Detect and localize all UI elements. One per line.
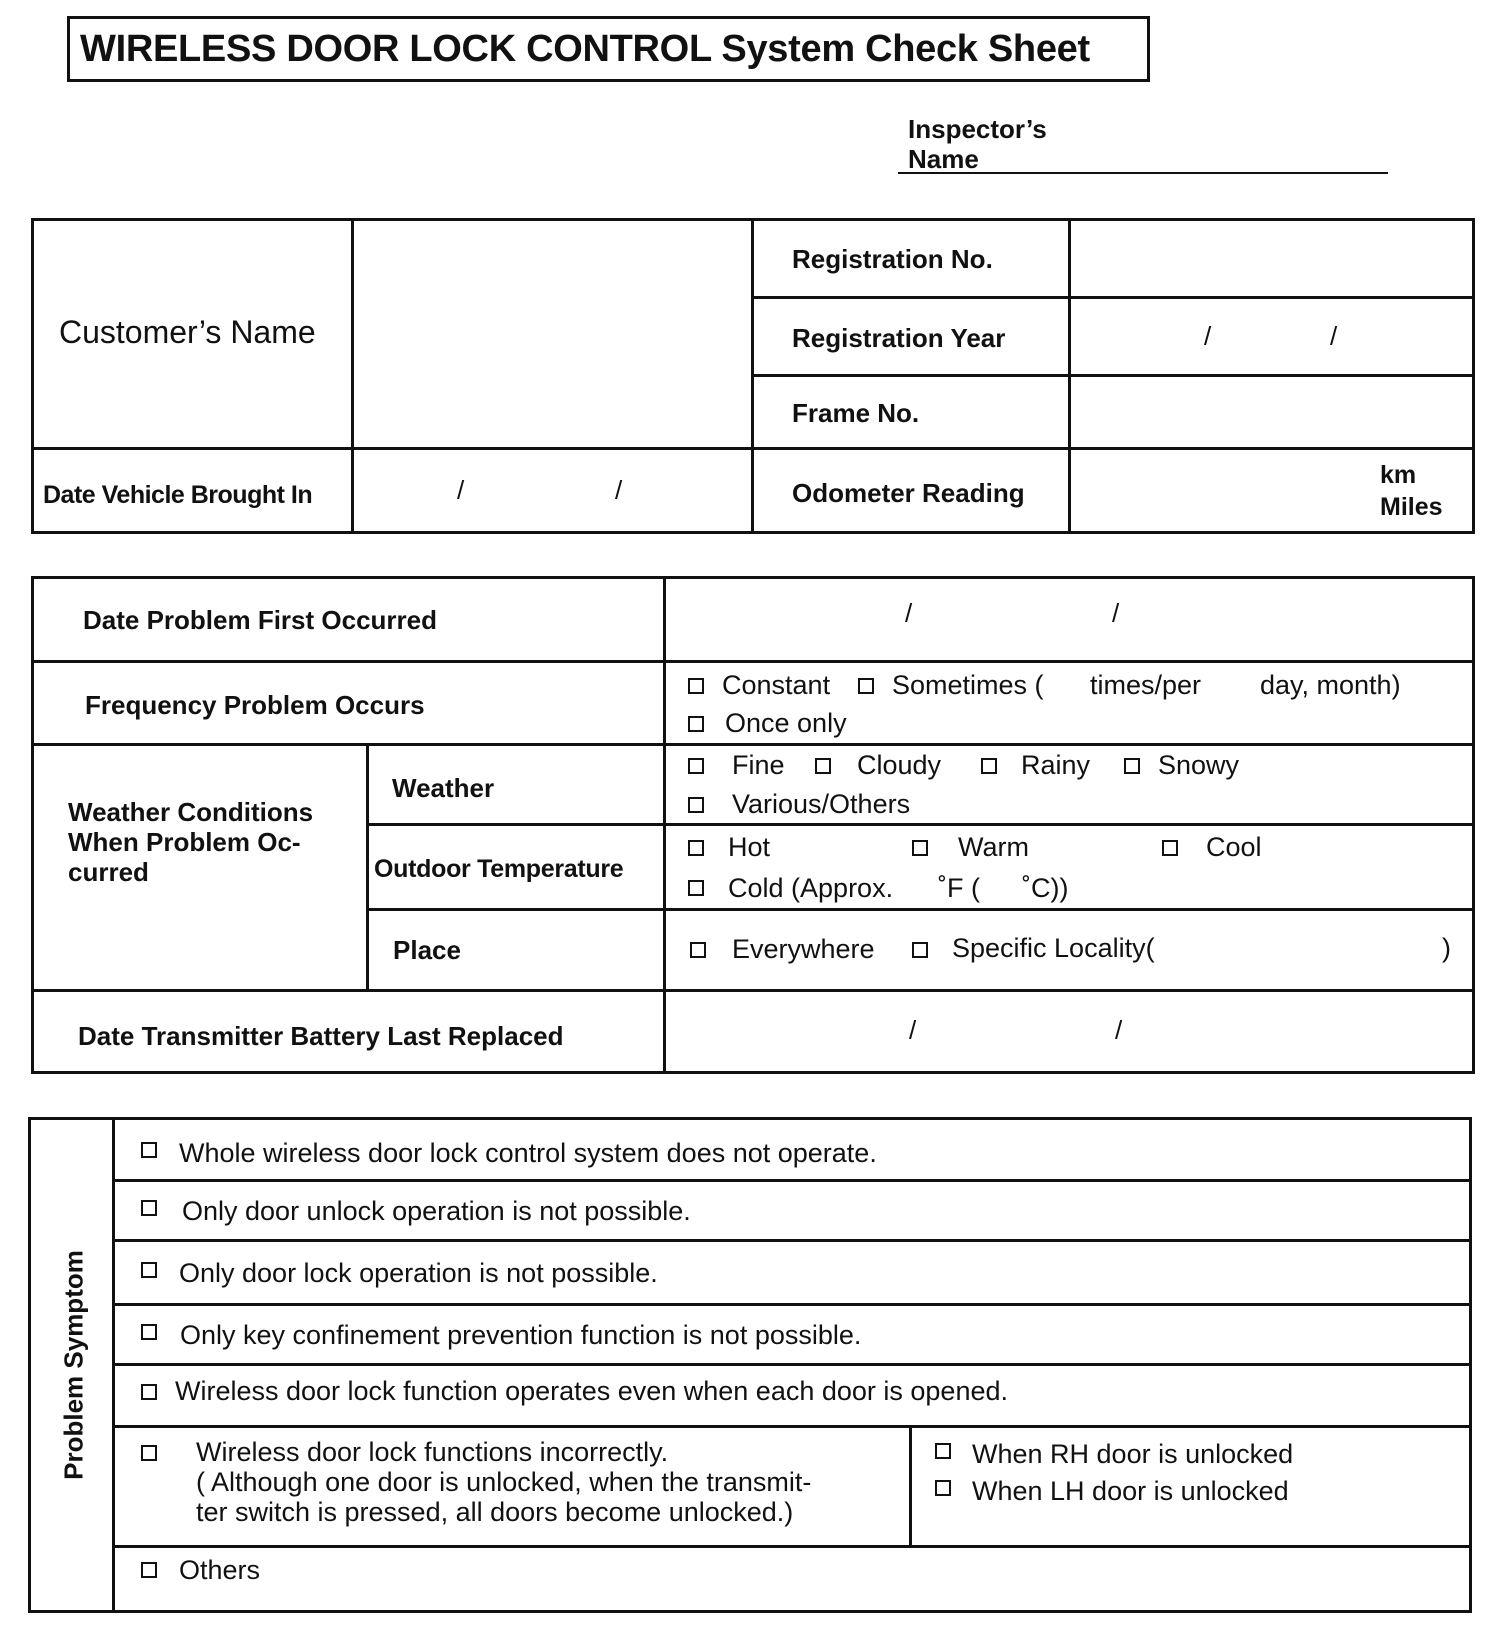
symptom-item: Whole wireless door lock control system does not operate. — [179, 1138, 877, 1168]
inspector-label-line2: Name — [908, 144, 979, 174]
once-only-checkbox[interactable] — [688, 716, 704, 732]
others-checkbox[interactable] — [141, 1562, 157, 1578]
warm-option: Warm — [958, 832, 1029, 862]
date-separator: / — [1112, 598, 1120, 628]
various-option: Various/Others — [732, 789, 911, 819]
frame-no-field[interactable] — [1072, 378, 1470, 444]
fahrenheit-unit: ˚F ( — [938, 873, 980, 903]
odometer-label: Odometer Reading — [792, 478, 1025, 508]
specific-locality-close: ) — [1442, 933, 1451, 963]
rh-door-option: When RH door is unlocked — [972, 1439, 1294, 1469]
day-month-text: day, month) — [1260, 670, 1401, 700]
constant-checkbox[interactable] — [688, 678, 704, 694]
symptom-item: Wireless door lock function operates even when each door is opened. — [175, 1376, 1008, 1406]
incorrect-function-item — [196, 1437, 811, 1527]
incorrect-function-line2: ( Although one door is unlocked, when the transmit- — [196, 1467, 812, 1497]
symptom-checkbox[interactable] — [141, 1262, 157, 1278]
cold-checkbox[interactable] — [688, 880, 704, 896]
symptom-checkbox[interactable] — [141, 1142, 157, 1158]
everywhere-checkbox[interactable] — [690, 942, 706, 958]
cool-option: Cool — [1206, 832, 1262, 862]
registration-no-label: Registration No. — [792, 244, 993, 274]
weather-conditions-label-line2: When Problem Oc- — [68, 827, 301, 857]
date-separator: / — [457, 475, 465, 505]
date-separator: / — [615, 475, 623, 505]
cold-option: Cold (Approx. — [728, 873, 894, 903]
date-separator: / — [909, 1015, 917, 1045]
specific-locality-checkbox[interactable] — [912, 942, 928, 958]
problem-symptom-label: Problem Symptom — [58, 1250, 89, 1480]
date-first-occurred-label: Date Problem First Occurred — [83, 605, 437, 635]
weather-label: Weather — [392, 773, 495, 803]
lh-door-checkbox[interactable] — [935, 1480, 951, 1496]
hot-checkbox[interactable] — [688, 840, 704, 856]
date-brought-in-label: Date Vehicle Brought In — [43, 481, 313, 509]
place-label: Place — [393, 935, 461, 965]
odometer-unit-miles: Miles — [1380, 493, 1443, 521]
frame-no-label: Frame No. — [792, 398, 920, 428]
warm-checkbox[interactable] — [912, 840, 928, 856]
date-separator: / — [1204, 321, 1212, 351]
symptom-checkbox[interactable] — [141, 1324, 157, 1340]
date-separator: / — [905, 598, 913, 628]
sometimes-checkbox[interactable] — [858, 678, 874, 694]
once-only-option: Once only — [725, 708, 847, 738]
battery-replaced-label: Date Transmitter Battery Last Replaced — [78, 1021, 564, 1051]
cool-checkbox[interactable] — [1162, 840, 1178, 856]
incorrect-function-line1: Wireless door lock functions incorrectly. — [196, 1437, 669, 1467]
everywhere-option: Everywhere — [732, 934, 875, 964]
fine-checkbox[interactable] — [688, 758, 704, 774]
weather-conditions-label-line3: curred — [68, 857, 149, 887]
cloudy-checkbox[interactable] — [815, 758, 831, 774]
lh-door-option: When LH door is unlocked — [972, 1476, 1289, 1506]
symptom-item: Only key confinement prevention function is not possible. — [180, 1320, 862, 1350]
odometer-unit-km: km — [1380, 461, 1417, 489]
symptom-item: Only door lock operation is not possible. — [179, 1258, 658, 1288]
date-separator: / — [1115, 1015, 1123, 1045]
various-checkbox[interactable] — [688, 797, 704, 813]
registration-year-field[interactable] — [1072, 300, 1470, 372]
problem-symptom-label-cell — [33, 1120, 115, 1610]
celsius-unit: ˚C)) — [1022, 873, 1069, 903]
odometer-field[interactable] — [1072, 451, 1470, 529]
rh-door-checkbox[interactable] — [935, 1443, 951, 1459]
rainy-checkbox[interactable] — [981, 758, 997, 774]
symptom-item: Only door unlock operation is not possible. — [182, 1196, 691, 1226]
symptom-checkbox[interactable] — [141, 1200, 157, 1216]
others-option: Others — [179, 1555, 261, 1585]
inspector-name-field[interactable] — [898, 172, 1388, 174]
frequency-label: Frequency Problem Occurs — [85, 690, 425, 720]
date-first-occurred-field[interactable] — [667, 580, 1469, 658]
inspector-label — [908, 114, 1047, 174]
date-separator: / — [1330, 321, 1338, 351]
incorrect-function-line3: ter switch is pressed, all doors become unlocked.) — [196, 1497, 794, 1527]
outdoor-temperature-label: Outdoor Temperature — [374, 855, 624, 883]
customer-name-field[interactable] — [355, 222, 748, 444]
constant-option: Constant — [722, 670, 831, 700]
registration-year-label: Registration Year — [792, 323, 1006, 353]
registration-no-field[interactable] — [1072, 222, 1470, 294]
battery-replaced-field[interactable] — [667, 993, 1469, 1069]
date-brought-in-field[interactable] — [355, 451, 748, 529]
specific-locality-option: Specific Locality( — [952, 933, 1155, 963]
inspector-label-line1: Inspector’s — [908, 114, 1047, 144]
snowy-option: Snowy — [1158, 750, 1240, 780]
fine-option: Fine — [732, 750, 785, 780]
weather-conditions-label-line1: Weather Conditions — [68, 797, 314, 827]
snowy-checkbox[interactable] — [1124, 758, 1140, 774]
times-per-text: times/per — [1090, 670, 1202, 700]
sometimes-option: Sometimes ( — [892, 670, 1044, 700]
symptom-checkbox[interactable] — [141, 1445, 157, 1461]
symptom-checkbox[interactable] — [141, 1384, 157, 1400]
cloudy-option: Cloudy — [857, 750, 942, 780]
customer-name-label: Customer’s Name — [59, 314, 316, 350]
weather-conditions-label — [68, 797, 313, 887]
rainy-option: Rainy — [1021, 750, 1091, 780]
hot-option: Hot — [728, 832, 771, 862]
page-title: WIRELESS DOOR LOCK CONTROL System Check Sheet — [67, 16, 1150, 82]
